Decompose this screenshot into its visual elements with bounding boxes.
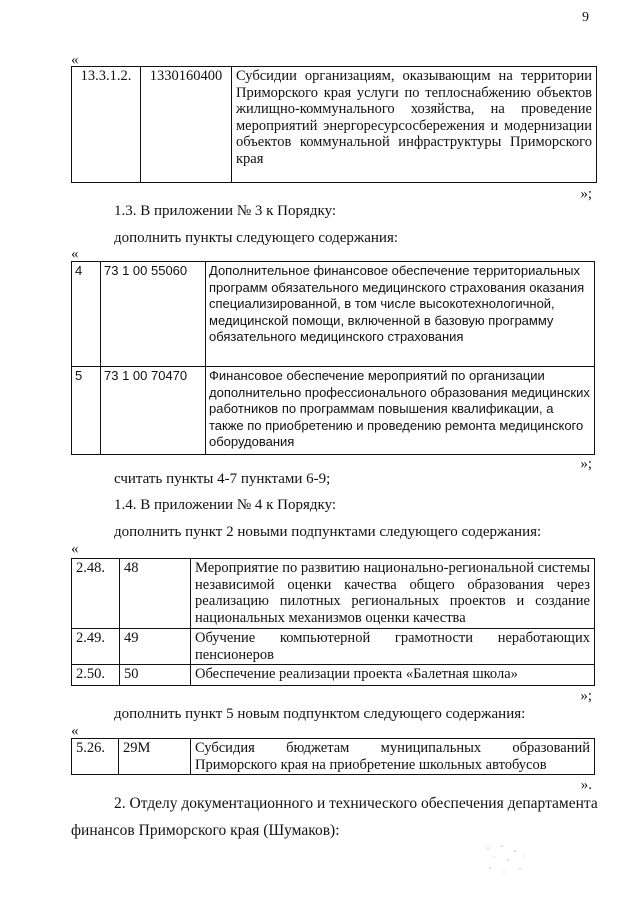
row-code: 1330160400 xyxy=(141,67,232,183)
paragraph-renumber: считать пункты 4-7 пунктами 6-9; xyxy=(114,471,331,487)
paragraph-2-line-2: финансов Приморского края (Шумаков): xyxy=(71,822,340,839)
table-row xyxy=(72,67,597,183)
row-number: 4 xyxy=(72,262,101,367)
paragraph-2-line-1: 2. Отделу документационного и технического обеспечения департамента xyxy=(114,795,598,812)
row-number: 2.49. xyxy=(72,629,120,665)
row-code: 73 1 00 55060 xyxy=(101,262,206,367)
row-number: 5 xyxy=(72,367,101,455)
row-number: 5.26. xyxy=(72,739,119,775)
paragraph-1-3: 1.3. В приложении № 3 к Порядку: xyxy=(114,203,337,219)
row-number: 2.50. xyxy=(72,665,120,686)
table-1 xyxy=(71,66,597,183)
table-row xyxy=(72,665,595,686)
table-row xyxy=(72,559,595,629)
table-row xyxy=(72,739,595,775)
open-quote: « xyxy=(71,723,79,739)
close-quote: ». xyxy=(580,777,592,793)
row-number: 2.48. xyxy=(72,559,120,629)
table-3 xyxy=(71,558,595,686)
row-text: Мероприятие по развитию национально-региональной системы независимой оценки качества общего образования через реализацию пилотных региональных проектов и создание национальных механизмов оценки качества xyxy=(191,559,595,629)
open-quote: « xyxy=(71,541,79,557)
row-text: Дополнительное финансовое обеспечение территориальных программ обязательного медицинского страхования оказания специализированной, в том числе высокотехнологичной, медицинской помощи, включенной в базовую программу обязательного медицинского страхования xyxy=(206,262,595,367)
open-quote: « xyxy=(71,246,79,262)
table-2 xyxy=(71,261,595,455)
row-code: 50 xyxy=(120,665,191,686)
paragraph-add-subpoints: дополнить пункт 2 новыми подпунктами следующего содержания: xyxy=(114,524,542,540)
open-quote: « xyxy=(71,52,79,68)
paragraph-add-subpoint: дополнить пункт 5 новым подпунктом следующего содержания: xyxy=(114,706,526,722)
row-text: Субсидия бюджетам муниципальных образований Приморского края на приобретение школьных автобусов xyxy=(191,739,595,775)
table-row xyxy=(72,629,595,665)
close-quote: »; xyxy=(580,688,592,704)
paragraph-add-points: дополнить пункты следующего содержания: xyxy=(114,230,399,246)
close-quote: »; xyxy=(580,186,592,202)
row-text: Финансовое обеспечение мероприятий по организации дополнительно профессионального образования медицинских работников по программам повышения квалификации, а также по приобретению и проведению ремонта медицинского оборудования xyxy=(206,367,595,455)
close-quote: »; xyxy=(580,456,592,472)
row-code: 48 xyxy=(120,559,191,629)
paragraph-1-4: 1.4. В приложении № 4 к Порядку: xyxy=(114,497,337,513)
row-text: Обеспечение реализации проекта «Балетная школа» xyxy=(191,665,595,686)
row-code: 29М xyxy=(119,739,191,775)
row-text: Субсидии организациям, оказывающим на территории Приморского края услуги по теплоснабжению объектов жилищно-коммунального хозяйства, на проведение мероприятий энергоресурсосбережения и модернизации объектов коммунальной инфраструктуры Приморского края xyxy=(232,67,597,183)
table-4 xyxy=(71,738,595,775)
row-code: 49 xyxy=(120,629,191,665)
page-number: 9 xyxy=(582,10,589,25)
table-row xyxy=(72,367,595,455)
scan-specks xyxy=(480,842,540,882)
row-text: Обучение компьютерной грамотности неработающих пенсионеров xyxy=(191,629,595,665)
table-row xyxy=(72,262,595,367)
row-number: 13.3.1.2. xyxy=(72,67,141,183)
row-code: 73 1 00 70470 xyxy=(101,367,206,455)
